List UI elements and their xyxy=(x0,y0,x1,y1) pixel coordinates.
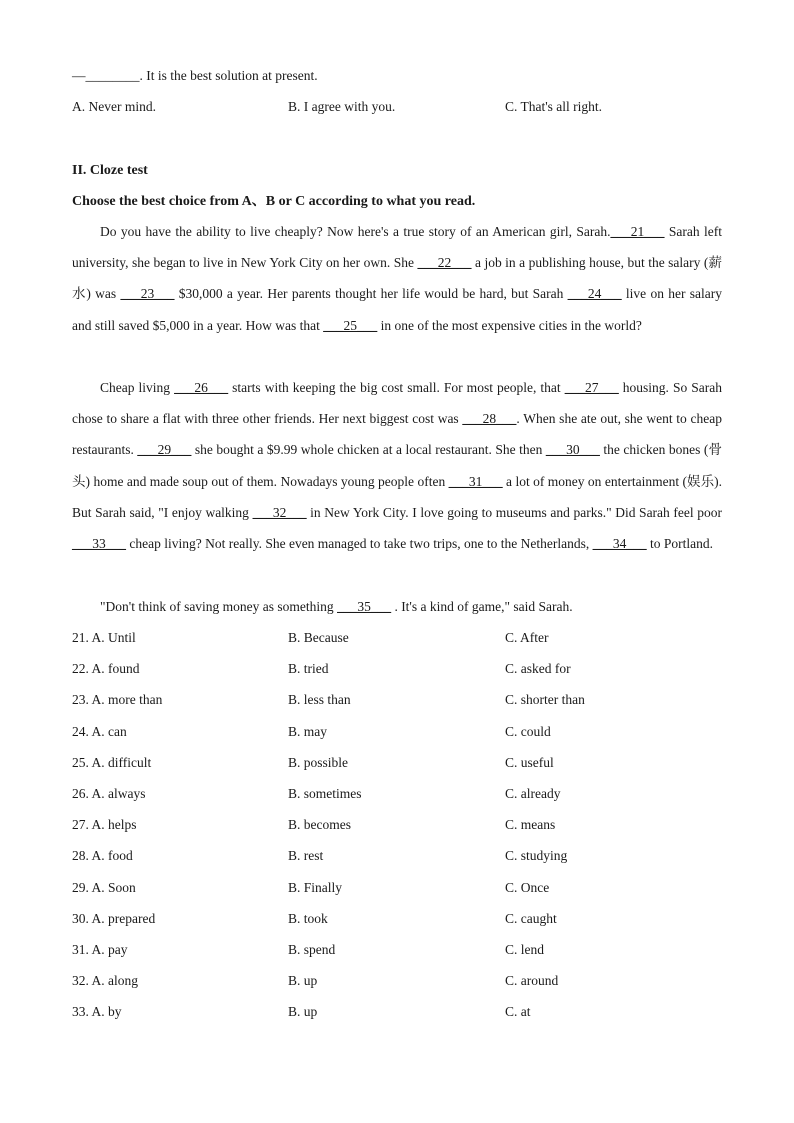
option-a: 30. A. prepared xyxy=(72,910,156,926)
option-a: 23. A. more than xyxy=(72,692,163,708)
option-row xyxy=(72,660,722,678)
cloze-blank: ___22___ xyxy=(417,255,472,271)
option-c: C. asked for xyxy=(505,661,571,677)
answer-blank: ________ xyxy=(85,68,140,83)
option-row xyxy=(72,910,722,928)
passage-text: . It's a kind of game," said Sarah. xyxy=(391,599,573,614)
option-c: C. useful xyxy=(505,754,554,770)
cloze-blank: ___26___ xyxy=(174,380,229,395)
option-row xyxy=(72,941,722,959)
option-a: 28. A. food xyxy=(72,848,133,864)
cloze-blank: ___34___ xyxy=(592,536,647,552)
passage-text: in one of the most expensive cities in the world? xyxy=(377,317,642,333)
option-b: B. tried xyxy=(288,661,329,677)
option-c: C. caught xyxy=(505,910,557,926)
option-c: C. After xyxy=(505,630,549,645)
option-b: B. Finally xyxy=(288,879,343,895)
cloze-blank: ___21___ xyxy=(610,224,665,239)
option-b: B. I agree with you. xyxy=(288,99,396,114)
option-b: B. spend xyxy=(288,942,336,957)
option-a: 24. A. can xyxy=(72,723,127,739)
cloze-blank: ___28___ xyxy=(462,411,517,427)
cloze-blank: ___24___ xyxy=(567,286,622,302)
passage-text: "Don't think of saving money as something xyxy=(100,599,338,614)
option-b: B. up xyxy=(288,1004,318,1020)
option-c: C. shorter than xyxy=(505,692,585,708)
passage-text: housing. So Sarah chose to share a flat with three other friends. Her next biggest cost was xyxy=(72,380,723,427)
cloze-blank: ___29___ xyxy=(137,442,192,458)
cloze-blank: ___25___ xyxy=(323,317,378,333)
passage-text: Cheap living xyxy=(100,380,175,395)
cloze-blank: ___27___ xyxy=(564,380,619,395)
passage-paragraph-2 xyxy=(72,372,722,559)
section-title: II. Cloze test xyxy=(72,163,148,178)
option-c: C. could xyxy=(505,723,551,739)
option-a: 25. A. difficult xyxy=(72,754,152,770)
option-row xyxy=(72,816,722,834)
option-a: 33. A. by xyxy=(72,1004,122,1020)
option-row xyxy=(72,879,722,897)
passage-text: . When she ate out, she went to cheap restaurants. xyxy=(72,411,722,458)
option-a: 26. A. always xyxy=(72,786,146,801)
option-b: B. may xyxy=(288,723,327,739)
cloze-blank: ___23___ xyxy=(120,286,175,302)
option-b: B. sometimes xyxy=(288,786,362,801)
option-b: B. becomes xyxy=(288,817,351,833)
option-a: 32. A. along xyxy=(72,973,138,989)
option-row xyxy=(72,1003,722,1021)
passage-text: Do you have the ability to live cheaply? Now here's a true story of an American girl, Sarah. xyxy=(100,224,611,239)
option-c: C. lend xyxy=(505,942,544,957)
passage-text: to Portland. xyxy=(646,536,713,552)
option-c: C. already xyxy=(505,786,561,801)
dash: — xyxy=(72,68,86,83)
option-c: C. That's all right. xyxy=(505,99,603,114)
option-a: 22. A. found xyxy=(72,661,140,677)
option-a: 27. A. helps xyxy=(72,817,137,833)
passage-text: live on her salary and still saved $5,000 in a year. How was that xyxy=(72,286,722,333)
option-a: 31. A. pay xyxy=(72,942,128,957)
option-b: B. possible xyxy=(288,754,349,770)
passage-text: a job in a publishing house, but the salary (薪水) was xyxy=(72,255,722,302)
cloze-blank: ___31___ xyxy=(448,473,503,489)
passage-text: a lot of money on entertainment (娱乐). But Sarah said, "I enjoy walking xyxy=(72,473,722,520)
option-b: B. took xyxy=(288,910,328,926)
passage-text: Sarah left university, she began to live in New York City on her own. She xyxy=(72,224,722,271)
option-a: A. Never mind. xyxy=(72,99,156,114)
option-row xyxy=(72,754,722,772)
option-row xyxy=(72,629,722,647)
option-b: B. Because xyxy=(288,630,349,645)
passage-text: starts with keeping the big cost small. For most people, that xyxy=(228,380,565,395)
option-a: 21. A. Until xyxy=(72,630,136,645)
intro-question-prompt xyxy=(72,67,318,85)
cloze-blank: ___32___ xyxy=(252,504,307,520)
intro-question-options xyxy=(72,98,722,116)
option-row xyxy=(72,785,722,803)
option-c: C. Once xyxy=(505,879,550,895)
option-row xyxy=(72,723,722,741)
passage-text: she bought a $9.99 whole chicken at a local restaurant. She then xyxy=(191,442,546,458)
option-row xyxy=(72,691,722,709)
option-c: C. means xyxy=(505,817,556,833)
option-b: B. less than xyxy=(288,692,351,708)
passage-text: the chicken bones (骨头) home and made soup out of them. Nowadays young people often xyxy=(72,442,722,489)
cloze-blank: ___30___ xyxy=(545,442,600,458)
option-row xyxy=(72,847,722,865)
option-c: C. around xyxy=(505,973,559,989)
option-a: 29. A. Soon xyxy=(72,879,136,895)
option-row xyxy=(72,972,722,990)
passage-text: $30,000 a year. Her parents thought her life would be hard, but Sarah xyxy=(174,286,568,302)
option-c: C. studying xyxy=(505,848,568,864)
option-c: C. at xyxy=(505,1004,531,1020)
option-b: B. up xyxy=(288,973,318,989)
section-instruction: Choose the best choice from A、B or C according to what you read. xyxy=(72,194,476,209)
option-b: B. rest xyxy=(288,848,324,864)
passage-text: cheap living? Not really. She even managed to take two trips, one to the Netherlands, xyxy=(126,536,593,552)
passage-paragraph-3 xyxy=(72,591,722,622)
cloze-blank: ___33___ xyxy=(72,536,126,552)
passage-text: in New York City. I love going to museums and parks." Did Sarah feel poor xyxy=(306,504,723,520)
cloze-blank: ___35___ xyxy=(337,599,392,614)
passage-paragraph-1 xyxy=(72,216,722,341)
prompt-text: . It is the best solution at present. xyxy=(139,68,318,83)
